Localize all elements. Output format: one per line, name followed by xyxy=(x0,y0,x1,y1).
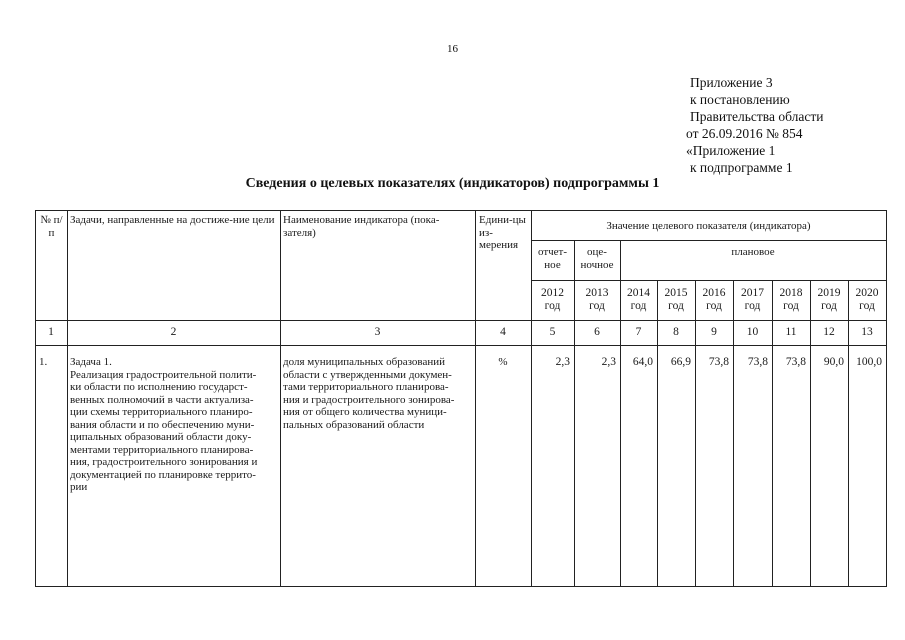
row-number: 1. xyxy=(39,356,48,368)
table-rule xyxy=(35,320,887,321)
value-cell: 2,3 xyxy=(555,356,570,368)
column-number: 7 xyxy=(635,326,642,338)
column-number: 3 xyxy=(374,326,381,338)
appendix-line: к подпрограмме 1 xyxy=(690,160,793,175)
table-column-rule xyxy=(280,210,281,587)
appendix-block xyxy=(686,74,824,176)
header-reported: отчет-ное xyxy=(537,246,568,271)
value-cell: 2,3 xyxy=(601,356,616,368)
header-planned: плановое xyxy=(731,246,775,258)
table-border-top xyxy=(35,210,887,211)
value-cell: 90,0 xyxy=(823,356,844,368)
table-rule xyxy=(35,345,887,346)
header-estimated: оце-ночное xyxy=(580,246,614,271)
table-column-rule xyxy=(67,210,68,587)
table-rule xyxy=(531,280,621,281)
header-year-2016: 2016 год xyxy=(702,287,726,312)
value-cell: 100,0 xyxy=(856,356,882,368)
appendix-line: «Приложение 1 xyxy=(686,143,776,158)
appendix-line: от 26.09.2016 № 854 xyxy=(686,126,803,141)
value-cell: 73,8 xyxy=(785,356,806,368)
column-number: 9 xyxy=(711,326,717,338)
appendix-line: Правительства области xyxy=(690,109,824,124)
column-number: 10 xyxy=(746,326,759,338)
page-number: 16 xyxy=(447,43,458,55)
header-number: № п/п xyxy=(40,214,63,239)
appendix-line: Приложение 3 xyxy=(690,75,773,90)
table-column-rule xyxy=(35,210,36,587)
header-year-2019: 2019 год xyxy=(817,287,841,312)
table-rule xyxy=(620,280,887,281)
value-cell: 73,8 xyxy=(747,356,768,368)
header-year-2015: 2015 год xyxy=(664,287,688,312)
header-year-2014: 2014 год xyxy=(627,287,650,312)
document-title: Сведения о целевых показателях (индикаторов) подпрограммы 1 xyxy=(245,176,660,191)
appendix-line: к постановлению xyxy=(690,92,790,107)
column-number: 5 xyxy=(549,326,556,338)
value-cell: 64,0 xyxy=(632,356,653,368)
unit-cell: % xyxy=(498,356,508,368)
table-rule xyxy=(531,240,887,241)
header-year-2012: 2012 год xyxy=(541,287,564,312)
column-number: 2 xyxy=(170,326,177,338)
column-number: 8 xyxy=(673,326,679,338)
column-number: 12 xyxy=(823,326,835,338)
column-number: 13 xyxy=(861,326,873,338)
table-column-rule xyxy=(475,210,476,587)
column-number: 6 xyxy=(594,326,600,338)
column-number: 1 xyxy=(48,326,54,338)
header-value: Значение целевого показателя (индикатора) xyxy=(606,220,811,232)
table-column-rule xyxy=(886,210,887,587)
indicator-cell: доля муниципальных образований области с утвержденными докумен- тами территориального планирова- ния и градостроительного зонирова- ния от общего количества муници- пальных образований области xyxy=(283,356,455,431)
column-number: 4 xyxy=(500,326,506,338)
value-cell: 73,8 xyxy=(708,356,729,368)
header-tasks: Задачи, направленные на достиже-ние цели xyxy=(70,214,275,226)
header-indicator: Наименование индикатора (пока-зателя) xyxy=(283,214,440,239)
value-cell: 66,9 xyxy=(670,356,691,368)
header-year-2018: 2018 год xyxy=(779,287,803,312)
header-year-2017: 2017 год xyxy=(741,287,764,312)
column-number: 11 xyxy=(785,326,797,338)
table-border-bottom xyxy=(35,586,887,587)
header-year-2013: 2013 год xyxy=(585,287,609,312)
header-year-2020: 2020 год xyxy=(855,287,879,312)
header-unit: Едини-цы из-мерения xyxy=(479,214,526,251)
task-cell: Задача 1. Реализация градостроительной полити- ки области по исполнению государст- венных полномочий в части актуализа- ции схемы территориального планиро- вания области и по обеспечению муни- ципальных образований области доку- ментами территориального планирова- ния, градостроительного зонирования и документацией по планировке террито- рии xyxy=(70,356,258,493)
